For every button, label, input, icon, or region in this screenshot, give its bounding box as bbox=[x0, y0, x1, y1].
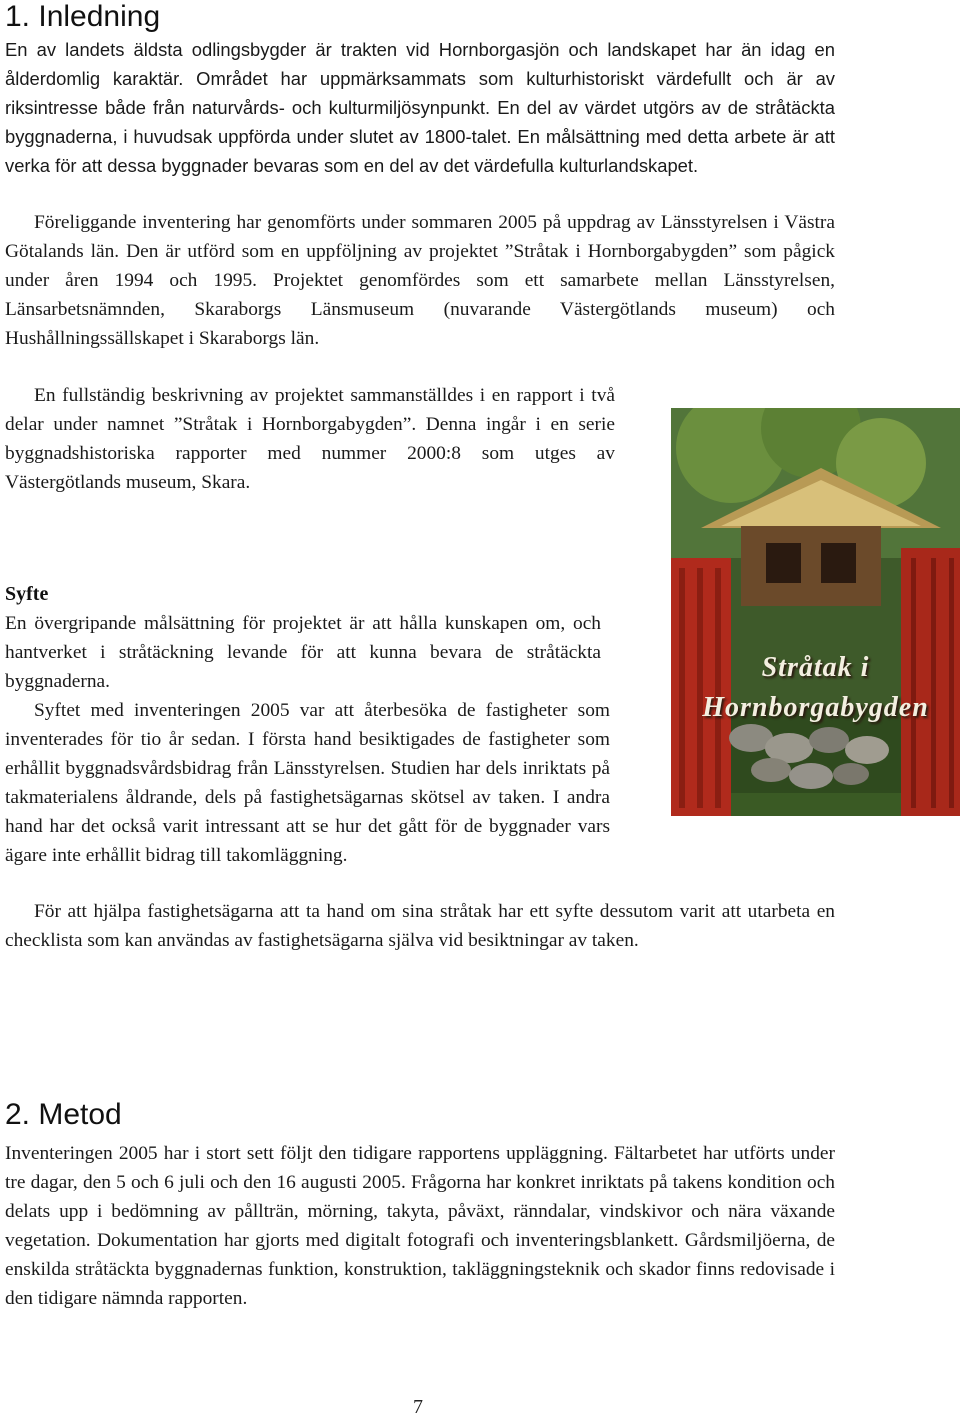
cover-title-line2: Hornborgabygden bbox=[702, 692, 929, 723]
intro-paragraph: En av landets äldsta odlingsbygder är trakten vid Hornborgasjön och landskapet har än idag en ålderdomlig karaktär. Området har uppmärksammats som kulturhistoriskt värdefullt och är av riksintresse både från naturvårds- och kulturmiljösynpunkt. En del av värdet utgörs av de stråtäckta byggnaderna, i huvudsak uppförda under slutet av 1800-talet. En målsättning med detta arbete är att verka för att dessa byggnader bevaras som en del av det värdefulla kulturlandskapet. bbox=[5, 39, 835, 176]
inventory-paragraph: Föreliggande inventering har genomförts under sommaren 2005 på uppdrag av Länsstyrelsen i Västra Götalands län. Den är utförd som en uppföljning av projektet ”Stråtak i Hornborgabygden” som pågick under åren 1994 och 1995. Projektet genomfördes som ett samarbete mellan Länsstyrelsen, Länsarbetsnämnden, Skaraborgs Länsmuseum (nuvarande Västergötlands museum) och Hushållningssällskapet i Skaraborgs län. bbox=[5, 212, 835, 349]
intro-block bbox=[5, 36, 835, 181]
syfte-paragraph-3: För att hjälpa fastighetsägarna att ta hand om sina stråtak har ett syfte dessutom varit att utarbeta en checklista som kan användas av fastighetsägarna själva vid besiktningar av taken. bbox=[5, 901, 835, 951]
syfte-block-2 bbox=[5, 697, 610, 870]
section-heading-syfte: Syfte bbox=[5, 583, 49, 605]
syfte-block-1 bbox=[5, 610, 601, 697]
cover-photo-illustration bbox=[671, 408, 960, 816]
section-heading-inledning: 1. Inledning bbox=[5, 0, 161, 33]
syfte-block-3 bbox=[5, 898, 835, 956]
section-heading-metod: 2. Metod bbox=[5, 1098, 122, 1131]
cover-title bbox=[671, 648, 960, 728]
page-number: 7 bbox=[413, 1396, 423, 1418]
syfte-paragraph-2: Syftet med inventeringen 2005 var att återbesöka de fastigheter som inventerades för tio år sedan. I första hand besiktigades de fastigheter som erhållit byggnadsvårdsbidrag från Länsstyrelsen. Studien har dels inriktats på takmaterialens åldrande, dels på fastighetsägarnas skötsel av taken. I andra hand har det också varit intressant att se hur det gått för de byggnader vars ägare inte erhållit bidrag till takomläggning. bbox=[5, 700, 610, 866]
metod-paragraph: Inventeringen 2005 har i stort sett följt den tidigare rapportens uppläggning. Fältarbetet har utförts under tre dagar, den 5 och 6 juli och den 16 augusti 2005. Frågorna har konkret inriktats på takens kondition och delats upp i bedömning av pållträn, mörning, takyta, påväxt, ränndalar, vindskivor och nära växande vegetation. Dokumentation har gjorts med digitalt fotografi och inventeringsblankett. Gårdsmiljöerna, de enskilda stråtäckta byggnadernas funktion, konstruktion, takläggningsteknik och skador finns redovisade i den tidigare nämnda rapporten. bbox=[5, 1143, 835, 1309]
cover-title-line1: Stråtak i bbox=[761, 652, 870, 683]
cover-image bbox=[671, 408, 960, 816]
inventory-block bbox=[5, 209, 835, 354]
report-paragraph: En fullständig beskrivning av projektet sammanställdes i en rapport i två delar under namnet ”Stråtak i Hornborgabygden”. Denna ingår i en serie byggnadshistoriska rapporter med nummer 2000:8 som utges av Västergötlands museum, Skara. bbox=[5, 385, 615, 493]
syfte-paragraph-1: En övergripande målsättning för projektet är att hålla kunskapen om, och hantverket i stråtäckning levande för att kunna bevara de stråtäckta byggnaderna. bbox=[5, 613, 601, 692]
report-block bbox=[5, 382, 615, 498]
metod-block bbox=[5, 1140, 835, 1313]
